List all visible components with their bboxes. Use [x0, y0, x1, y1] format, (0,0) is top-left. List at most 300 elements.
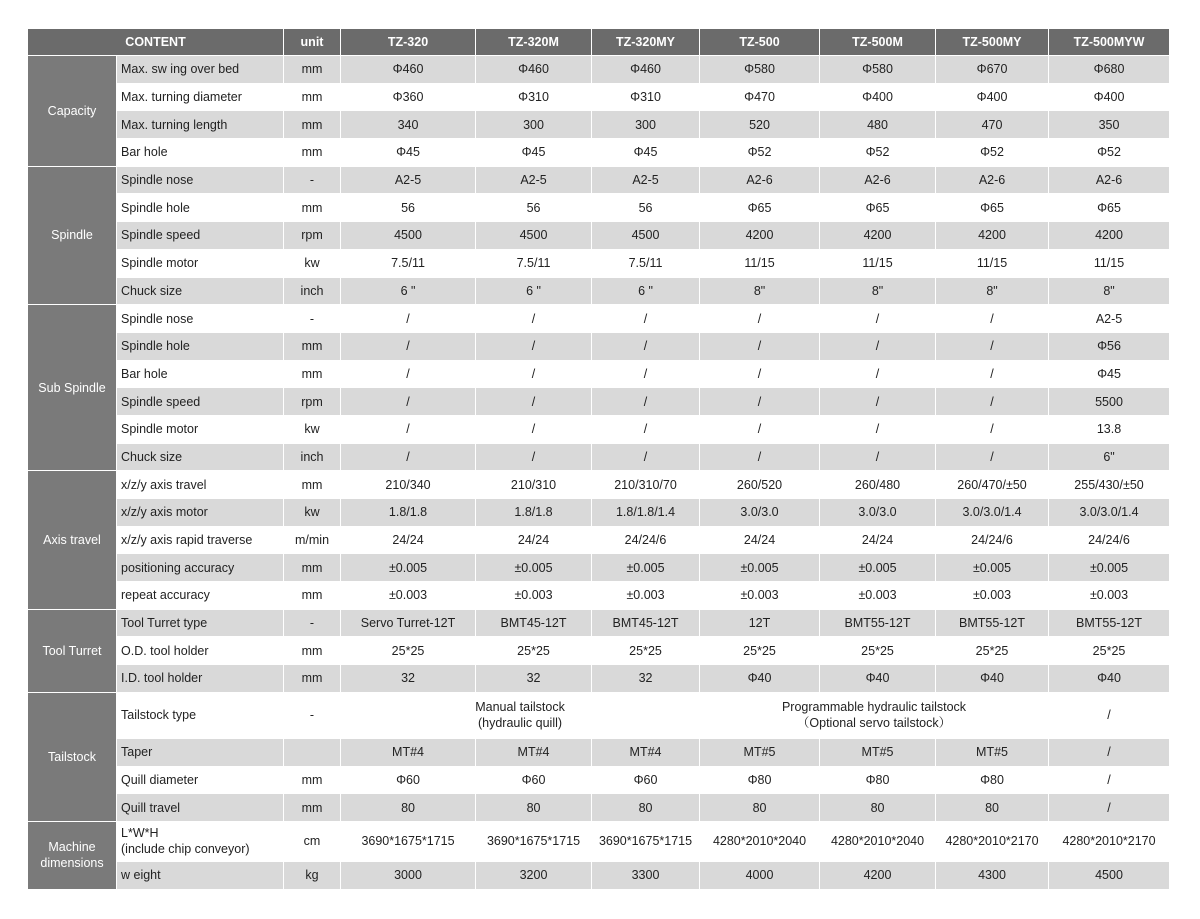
table-row — [28, 415, 1170, 443]
spec-table — [27, 28, 1170, 890]
unit-cell: - — [284, 305, 341, 333]
value-cell — [820, 360, 936, 388]
value-text: 6 " — [400, 283, 416, 298]
value-text: 25*25 — [629, 643, 662, 658]
unit-cell: - — [284, 692, 341, 738]
value-cell — [820, 821, 936, 861]
value-text: 3.0/3.0/1.4 — [962, 505, 1022, 520]
value-text: 32 — [638, 671, 653, 686]
value-cell — [700, 194, 820, 222]
value-text: Φ40 — [980, 671, 1004, 686]
value-text: Φ360 — [392, 90, 424, 105]
value-text: Φ460 — [518, 62, 549, 77]
value-text: BMT55-12T — [959, 616, 1026, 631]
value-text: 7.5/11 — [391, 256, 425, 271]
value-text: 3.0/3.0/1.4 — [1079, 505, 1139, 520]
value-cell — [936, 794, 1049, 822]
value-cell — [700, 360, 820, 388]
value-cell — [1049, 83, 1170, 111]
value-cell — [820, 582, 936, 610]
value-text: A2-6 — [864, 173, 891, 188]
value-cell — [592, 222, 700, 250]
value-text: 260/470/±50 — [957, 477, 1027, 492]
value-text: BMT55-12T — [1076, 616, 1143, 631]
value-text: 3.0/3.0 — [740, 505, 779, 520]
value-text: 8" — [871, 283, 884, 298]
group-label-text: Tailstock — [48, 749, 96, 764]
value-cell — [341, 305, 476, 333]
unit-cell: mm — [284, 83, 341, 111]
value-cell — [592, 305, 700, 333]
value-cell — [592, 277, 700, 305]
value-text: / — [643, 422, 648, 437]
value-text: A2-6 — [746, 173, 773, 188]
group-label — [28, 56, 117, 167]
value-text: 80 — [638, 800, 653, 815]
value-text: 255/430/±50 — [1074, 477, 1144, 492]
value-text: 4500 — [631, 228, 660, 243]
header-row — [28, 29, 1170, 56]
value-cell — [820, 415, 936, 443]
value-cell — [592, 794, 700, 822]
value-text: ±0.003 — [388, 588, 428, 603]
table-row — [28, 794, 1170, 822]
value-text: Φ80 — [747, 772, 772, 787]
value-cell — [820, 194, 936, 222]
unit-cell: mm — [284, 554, 341, 582]
value-cell — [820, 249, 936, 277]
value-text: 80 — [870, 800, 885, 815]
value-text: Φ470 — [744, 90, 775, 105]
item-label — [117, 415, 284, 443]
value-cell — [700, 665, 820, 693]
value-text: ±0.003 — [858, 588, 897, 603]
value-cell — [1049, 194, 1170, 222]
value-text: 80 — [526, 800, 541, 815]
group-label — [28, 166, 117, 304]
value-text: / — [1107, 708, 1111, 723]
value-cell — [592, 526, 700, 554]
value-cell — [700, 766, 820, 794]
value-text: A2-6 — [978, 173, 1006, 188]
value-cell — [1049, 794, 1170, 822]
value-text: / — [757, 339, 762, 354]
table-row — [28, 56, 1170, 84]
value-cell — [476, 738, 592, 766]
value-text: 7.5/11 — [628, 256, 663, 271]
group-label-text: Tool Turret — [42, 643, 102, 658]
item-label-text: Spindle hole — [121, 339, 190, 354]
value-cell — [341, 388, 476, 416]
group-label — [28, 692, 117, 821]
value-cell — [1049, 388, 1170, 416]
value-cell — [820, 139, 936, 167]
value-cell — [1049, 665, 1170, 693]
value-cell — [936, 222, 1049, 250]
value-text: 3690*1675*1715 — [486, 834, 581, 849]
value-text: 24/24 — [392, 533, 424, 548]
value-cell — [476, 766, 592, 794]
value-cell — [592, 249, 700, 277]
value-cell — [592, 554, 700, 582]
table-row — [28, 305, 1170, 333]
value-cell — [936, 471, 1049, 499]
value-cell — [820, 766, 936, 794]
value-cell — [1049, 56, 1170, 84]
value-text: 470 — [981, 117, 1003, 132]
value-text: Manual tailstock (hydraulic quill) — [475, 700, 565, 731]
value-text: MT#5 — [743, 745, 776, 760]
value-text: 3690*1675*1715 — [598, 834, 693, 849]
value-cell — [476, 332, 592, 360]
value-text: Φ460 — [392, 62, 424, 77]
value-text: 4200 — [863, 868, 892, 883]
value-cell — [476, 83, 592, 111]
value-text: A2-5 — [394, 173, 422, 188]
value-text: Φ40 — [865, 671, 890, 686]
value-cell — [1049, 111, 1170, 139]
value-cell — [476, 526, 592, 554]
value-text: 8" — [986, 283, 998, 298]
table-row — [28, 222, 1170, 250]
value-text: 260/520 — [736, 477, 783, 492]
value-text: 340 — [397, 117, 419, 132]
value-cell — [936, 83, 1049, 111]
value-text: 25*25 — [391, 643, 425, 658]
value-text: 210/310/70 — [614, 477, 677, 492]
value-text: 4300 — [978, 868, 1006, 883]
value-text: ±0.003 — [514, 588, 553, 603]
value-text: 80 — [401, 800, 415, 815]
value-text: / — [531, 366, 536, 381]
value-cell — [936, 554, 1049, 582]
value-cell — [820, 277, 936, 305]
value-cell — [936, 166, 1049, 194]
unit-cell: inch — [284, 277, 341, 305]
value-text: 4200 — [1095, 228, 1123, 243]
value-text: Φ45 — [521, 145, 546, 160]
value-cell — [1049, 554, 1170, 582]
value-text: 1.8/1.8/1.4 — [615, 505, 676, 520]
item-label — [117, 56, 284, 84]
value-text: 24/24/6 — [1088, 533, 1130, 548]
value-text: Φ460 — [630, 62, 661, 77]
value-cell — [476, 111, 592, 139]
value-text: 300 — [523, 117, 544, 132]
value-text: ±0.003 — [740, 588, 779, 603]
value-cell — [476, 305, 592, 333]
value-cell — [592, 471, 700, 499]
value-text: 24/24/6 — [624, 533, 667, 548]
value-text: Φ80 — [865, 772, 890, 787]
value-cell — [476, 194, 592, 222]
value-text: Φ45 — [633, 145, 658, 160]
value-cell — [700, 821, 820, 861]
value-cell — [936, 139, 1049, 167]
item-label-text: O.D. tool holder — [121, 643, 209, 658]
unit-cell: rpm — [284, 222, 341, 250]
value-text: 80 — [985, 800, 999, 815]
value-text: 3000 — [394, 868, 422, 883]
value-cell — [592, 738, 700, 766]
item-label-text: Spindle motor — [121, 422, 199, 437]
value-cell — [820, 222, 936, 250]
value-cell — [1049, 738, 1170, 766]
value-text: 12T — [748, 616, 771, 631]
value-text: / — [757, 311, 762, 326]
value-cell — [936, 305, 1049, 333]
item-label — [117, 665, 284, 693]
table-row — [28, 609, 1170, 637]
value-text: / — [406, 449, 410, 464]
value-text: ±0.003 — [626, 588, 665, 603]
table-row — [28, 582, 1170, 610]
value-cell — [592, 332, 700, 360]
value-text: 11/15 — [744, 256, 775, 271]
value-cell — [476, 443, 592, 471]
model-header: TZ-500 — [700, 29, 820, 56]
value-cell — [700, 415, 820, 443]
value-text: 210/340 — [385, 477, 431, 492]
value-cell — [592, 766, 700, 794]
value-text: 4280*2010*2040 — [712, 834, 807, 849]
value-text: 3.0/3.0 — [858, 505, 897, 520]
table-row — [28, 83, 1170, 111]
unit-cell: mm — [284, 111, 341, 139]
value-cell — [476, 665, 592, 693]
unit-cell: kw — [284, 249, 341, 277]
table-row — [28, 332, 1170, 360]
value-text: Φ45 — [1097, 366, 1121, 381]
value-text: 25*25 — [861, 643, 894, 658]
unit-cell: - — [284, 166, 341, 194]
value-cell — [341, 277, 476, 305]
value-cell — [341, 554, 476, 582]
value-text: ±0.005 — [514, 560, 553, 575]
item-label — [117, 83, 284, 111]
item-label — [117, 554, 284, 582]
value-cell — [341, 794, 476, 822]
value-text: 260/480 — [854, 477, 901, 492]
value-text: 25*25 — [517, 643, 550, 658]
value-text: 4000 — [745, 868, 774, 883]
value-text: ±0.005 — [388, 560, 428, 575]
value-text: 6 " — [638, 283, 653, 298]
group-label — [28, 471, 117, 609]
value-text: ±0.003 — [1089, 588, 1129, 603]
item-label-text: Bar hole — [121, 145, 168, 160]
value-text: / — [643, 339, 648, 354]
value-cell — [341, 56, 476, 84]
value-text: 4500 — [519, 228, 548, 243]
item-label-text: Chuck size — [121, 449, 183, 464]
value-cell — [476, 166, 592, 194]
value-cell — [341, 637, 476, 665]
value-cell — [700, 277, 820, 305]
value-cell — [1049, 582, 1170, 610]
value-text: 1.8/1.8 — [514, 505, 553, 520]
item-label — [117, 499, 284, 527]
value-text: 24/24 — [517, 533, 550, 548]
value-cell — [1049, 415, 1170, 443]
value-cell — [1049, 692, 1170, 738]
table-row — [28, 554, 1170, 582]
value-text: / — [875, 339, 880, 354]
item-label-text: Quill diameter — [121, 772, 199, 787]
value-text: Φ310 — [630, 90, 661, 105]
value-cell — [341, 83, 476, 111]
item-label — [117, 222, 284, 250]
value-text: 4280*2010*2170 — [945, 834, 1039, 849]
value-text: 4200 — [978, 228, 1006, 243]
value-text: 11/15 — [1093, 256, 1125, 271]
value-cell — [592, 83, 700, 111]
value-text: 4280*2010*2040 — [830, 834, 925, 849]
value-cell — [1049, 766, 1170, 794]
table-row — [28, 637, 1170, 665]
value-text: 8" — [1103, 283, 1115, 298]
value-text: / — [1107, 745, 1111, 760]
value-cell — [820, 305, 936, 333]
table-row — [28, 471, 1170, 499]
value-text: / — [757, 394, 762, 409]
value-cell — [341, 738, 476, 766]
value-cell — [341, 665, 476, 693]
value-text: / — [990, 311, 994, 326]
value-text: / — [531, 339, 536, 354]
value-text: 24/24/6 — [971, 533, 1013, 548]
value-text: 13.8 — [1096, 422, 1122, 437]
group-label-text: Axis travel — [43, 533, 101, 548]
value-text: Φ400 — [1093, 90, 1125, 105]
group-label-text: Capacity — [47, 103, 97, 118]
value-text: / — [1107, 772, 1111, 787]
value-cell — [700, 609, 820, 637]
value-cell — [820, 665, 936, 693]
unit-cell — [284, 738, 341, 766]
item-label — [117, 277, 284, 305]
table-row — [28, 665, 1170, 693]
value-text: 8" — [753, 283, 766, 298]
value-text: / — [757, 449, 762, 464]
item-label-text: Spindle speed — [121, 394, 201, 409]
value-cell — [936, 56, 1049, 84]
value-cell — [341, 222, 476, 250]
table-row — [28, 692, 1170, 738]
value-cell — [936, 766, 1049, 794]
unit-cell: rpm — [284, 388, 341, 416]
value-cell — [1049, 360, 1170, 388]
table-body — [28, 56, 1170, 890]
item-label — [117, 249, 284, 277]
value-text: 56 — [526, 200, 541, 215]
value-text: MT#5 — [976, 745, 1008, 760]
unit-header: unit — [284, 29, 341, 56]
value-cell — [341, 861, 476, 889]
value-cell — [820, 554, 936, 582]
value-text: / — [990, 394, 994, 409]
value-text: MT#4 — [517, 745, 550, 760]
value-cell — [936, 194, 1049, 222]
value-cell — [936, 360, 1049, 388]
item-label-text: Bar hole — [121, 366, 168, 381]
value-text: / — [990, 422, 994, 437]
value-cell — [820, 794, 936, 822]
value-text: / — [531, 394, 536, 409]
value-text: A2-5 — [520, 173, 547, 188]
item-label-text: repeat accuracy — [121, 588, 210, 603]
item-label-text: Max. sw ing over bed — [121, 62, 240, 77]
item-label — [117, 360, 284, 388]
value-cell — [1049, 166, 1170, 194]
item-label-text: x/z/y axis rapid traverse — [121, 533, 253, 548]
value-cell — [592, 609, 700, 637]
value-cell — [820, 499, 936, 527]
value-text: / — [643, 394, 648, 409]
value-cell — [341, 499, 476, 527]
value-cell — [1049, 637, 1170, 665]
item-label-text: Spindle nose — [121, 173, 194, 188]
value-text: Φ52 — [1097, 145, 1121, 160]
value-text: MT#5 — [861, 745, 894, 760]
value-cell — [820, 526, 936, 554]
value-cell — [936, 526, 1049, 554]
value-text: 25*25 — [975, 643, 1009, 658]
value-text: A2-6 — [1095, 173, 1123, 188]
table-row — [28, 766, 1170, 794]
value-text: Φ52 — [980, 145, 1004, 160]
value-text: / — [757, 422, 762, 437]
value-cell — [820, 388, 936, 416]
value-text: BMT45-12T — [612, 616, 679, 631]
value-text: Φ60 — [396, 772, 420, 787]
value-cell — [341, 609, 476, 637]
value-text: 56 — [401, 200, 415, 215]
value-text: 25*25 — [743, 643, 776, 658]
unit-cell: kw — [284, 415, 341, 443]
value-text: Φ40 — [747, 671, 772, 686]
table-row — [28, 249, 1170, 277]
item-label — [117, 443, 284, 471]
item-label — [117, 111, 284, 139]
value-cell — [1049, 526, 1170, 554]
value-text: 11/15 — [862, 256, 893, 271]
item-label — [117, 609, 284, 637]
unit-cell: mm — [284, 637, 341, 665]
value-cell — [592, 388, 700, 416]
unit-cell: cm — [284, 821, 341, 861]
value-text: 56 — [638, 200, 653, 215]
group-label — [28, 609, 117, 692]
table-row — [28, 821, 1170, 861]
value-text: Φ80 — [980, 772, 1004, 787]
value-cell — [341, 194, 476, 222]
value-text: / — [990, 366, 994, 381]
value-text: / — [1107, 800, 1111, 815]
value-text: / — [643, 366, 648, 381]
value-text: 3690*1675*1715 — [361, 834, 455, 849]
value-cell — [700, 471, 820, 499]
model-header: TZ-320MY — [592, 29, 700, 56]
item-label-text: Chuck size — [121, 283, 183, 298]
value-cell — [700, 554, 820, 582]
value-text: Φ45 — [396, 145, 420, 160]
value-text: 6 " — [526, 283, 541, 298]
table-row — [28, 526, 1170, 554]
value-text: ±0.003 — [972, 588, 1012, 603]
value-cell — [592, 637, 700, 665]
value-cell — [700, 166, 820, 194]
